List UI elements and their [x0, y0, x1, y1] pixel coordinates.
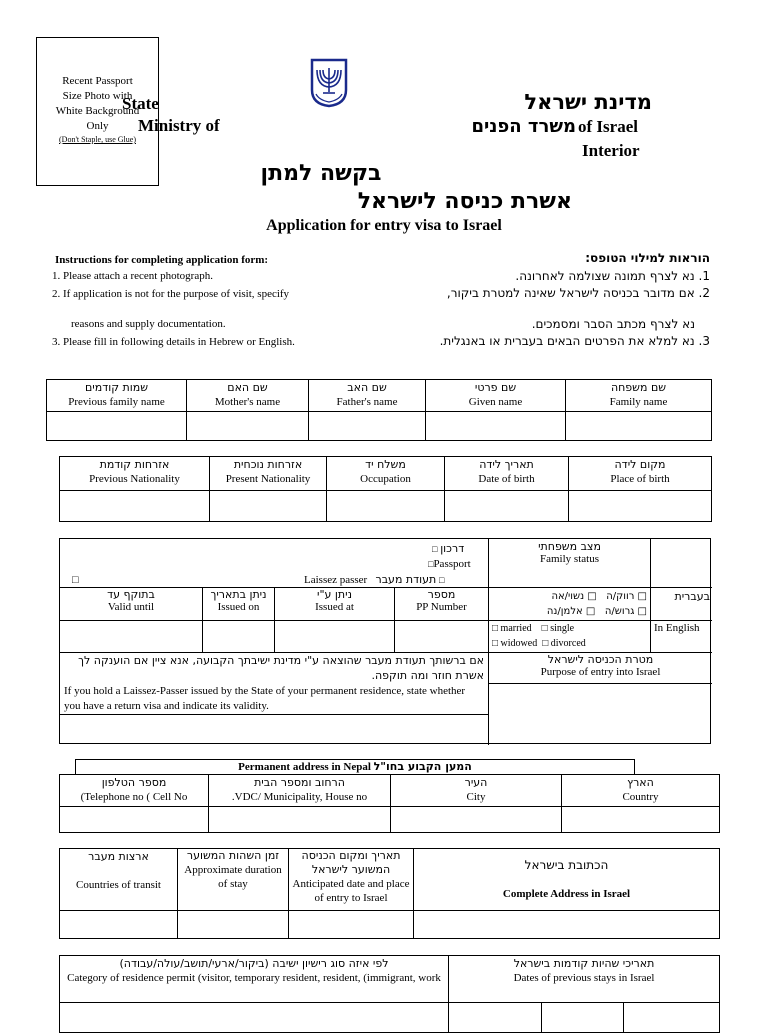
photo-line: White Background [55, 105, 140, 117]
issued-at-header: ניתן ע"י Issued at [315, 588, 354, 613]
permanent-address-table [59, 774, 720, 833]
previous-stay-date-field[interactable] [542, 1003, 624, 1033]
interior-label: Interior [582, 141, 640, 160]
entry-date-place-header: תאריך ומקום הכניסה המשוער לישראל Anticipated date and place of entry to Israel [289, 849, 414, 911]
mothers-name-header: שם האם Mother's name [187, 380, 309, 412]
occupation-header: משלח יד Occupation [327, 457, 445, 491]
present-nationality-field[interactable] [210, 491, 327, 522]
ministry-interior-hebrew: משרד הפנים [471, 116, 576, 137]
in-english-label: In English [654, 622, 700, 634]
street-house-header: הרחוב ומספר הבית .VDC/ Municipality, House no [209, 775, 391, 807]
country-field[interactable] [562, 807, 720, 833]
place-of-birth-header: מקום לידה Place of birth [569, 457, 712, 491]
status-english-options[interactable]: □ married □ single □ widowed □ divorced [492, 623, 586, 649]
instruction-he-2: 2. אם מדובר בכניסה לישראל שאינה למטרת ביקור, [446, 286, 710, 300]
purpose-of-entry-header: מטרת הכניסה לישראל Purpose of entry into Israel [540, 653, 661, 678]
purpose-of-entry-field[interactable] [489, 684, 712, 745]
passport-en-option[interactable]: □Passport [428, 558, 471, 570]
title-hebrew-line1: בקשה למתן [260, 161, 382, 186]
photo-note: (Don't Staple, use Glue) [59, 135, 136, 144]
empty-checkbox[interactable]: □ [72, 574, 79, 586]
instruction-en-3: 3. Please fill in following details in Hebrew or English. [52, 336, 295, 348]
permanent-address-title: Permanent address in Nepal המען הקבוע בחו"ל [75, 759, 635, 774]
photo-line: Size Photo with [62, 90, 133, 102]
laissez-passer-option[interactable]: Laissez passer תעודת מעבר □ [304, 573, 445, 586]
telephone-field[interactable] [60, 807, 209, 833]
previous-stay-date-field[interactable] [449, 1003, 542, 1033]
passport-family-table [59, 538, 711, 744]
instruction-en-2b: reasons and supply documentation. [71, 318, 226, 330]
laissez-passer-answer-field[interactable] [60, 715, 488, 745]
family-name-header: שם משפחה Family name [566, 380, 712, 412]
instruction-he-3: 3. נא למלא את הפרטים הבאים בעברית או באנגלית. [439, 334, 710, 348]
nationality-table [59, 456, 712, 522]
photo-line: Recent Passport [62, 75, 133, 87]
place-of-birth-field[interactable] [569, 491, 712, 522]
fathers-name-field[interactable] [309, 412, 426, 441]
previous-stays-table [59, 955, 720, 1033]
previous-family-name-header: שמות קודמים Previous family name [47, 380, 187, 412]
instruction-he-1: 1. נא לצרף תמונה שצולמה לאחרונה. [515, 269, 710, 283]
duration-of-stay-field[interactable] [178, 911, 289, 939]
fathers-name-header: שם האב Father's name [309, 380, 426, 412]
instructions-title-en: Instructions for completing application form: [55, 254, 269, 266]
instruction-he-2b: נא לצרף מכתב הסבר ומסמכים. [531, 317, 695, 331]
pp-number-header: מספר PP Number [416, 588, 467, 613]
travel-details-table [59, 848, 720, 939]
previous-stays-header: תאריכי שהיות קודמות בישראל Dates of previous stays in Israel [449, 956, 720, 1003]
address-in-israel-header: הכתובת בישראל Complete Address in Israel [414, 849, 720, 911]
in-hebrew-label: בעברית [674, 590, 710, 603]
street-house-field[interactable] [209, 807, 391, 833]
passport-option[interactable]: □ דרכון [432, 542, 465, 555]
telephone-header: מספר הטלפון (Telephone no ( Cell No [60, 775, 209, 807]
issued-on-header: ניתן בתאריך Issued on [210, 588, 267, 613]
instructions-title-he: הוראות למילוי הטופס: [585, 251, 710, 265]
date-of-birth-field[interactable] [445, 491, 569, 522]
duration-of-stay-header: זמן השהות המשוער Approximate duration of stay [178, 849, 289, 911]
given-name-header: שם פרטי Given name [426, 380, 566, 412]
previous-nationality-header: אזרחות קודמת Previous Nationality [60, 457, 210, 491]
photo-line: Only [86, 120, 109, 132]
date-of-birth-header: תאריך לידה Date of birth [445, 457, 569, 491]
names-table [46, 379, 712, 441]
of-israel-label: of Israel [578, 117, 638, 136]
title-english: Application for entry visa to Israel [266, 217, 502, 234]
city-header: העיר City [391, 775, 562, 807]
family-name-field[interactable] [566, 412, 712, 441]
menorah-emblem-icon [309, 58, 349, 108]
country-header: הארץ Country [562, 775, 720, 807]
address-in-israel-field[interactable] [414, 911, 720, 939]
mothers-name-field[interactable] [187, 412, 309, 441]
state-label: State [122, 94, 159, 113]
status-hebrew-options[interactable]: □ רווק/ה □ נשוי/אה □ גרוש/ה □ אלמן/נה [546, 591, 647, 617]
previous-nationality-field[interactable] [60, 491, 210, 522]
countries-of-transit-field[interactable] [60, 911, 178, 939]
instruction-en-1: 1. Please attach a recent photograph. [52, 270, 213, 282]
title-hebrew-line2: אשרת כניסה לישראל [357, 189, 572, 214]
family-status-header: מצב משפחתי Family status [538, 540, 601, 565]
previous-stay-date-field[interactable] [624, 1003, 720, 1033]
state-of-israel-hebrew: מדינת ישראל [524, 90, 652, 114]
given-name-field[interactable] [426, 412, 566, 441]
previous-family-name-field[interactable] [47, 412, 187, 441]
ministry-of-label: Ministry of [138, 116, 220, 135]
residence-permit-category-field[interactable] [60, 1003, 449, 1033]
residence-permit-category-header: לפי איזה סוג רישיון ישיבה (ביקור/ארעי/תושב/עולה/עבודה) Category of residence permit (visitor, temporary resident, resident, (immigrant, work [60, 956, 449, 1003]
instruction-en-2: 2. If application is not for the purpose of visit, specify [52, 288, 290, 300]
laissez-passer-question-en: If you hold a Laissez-Passer issued by the State of your permanent residence, state whether you have a return visa and indicate its validity. [64, 685, 466, 712]
countries-of-transit-header: ארצות מעבר Countries of transit [60, 849, 178, 911]
entry-date-place-field[interactable] [289, 911, 414, 939]
occupation-field[interactable] [327, 491, 445, 522]
city-field[interactable] [391, 807, 562, 833]
valid-until-header: בתוקף עד Valid until [107, 588, 155, 613]
laissez-passer-question-he: אם ברשותך תעודת מעבר שהוצאה ע"י מדינת ישיבתך הקבועה, אנא ציין אם הוענקה לך אשרת חוזר ומה תוקפה. [78, 654, 484, 682]
present-nationality-header: אזרחות נוכחית Present Nationality [210, 457, 327, 491]
